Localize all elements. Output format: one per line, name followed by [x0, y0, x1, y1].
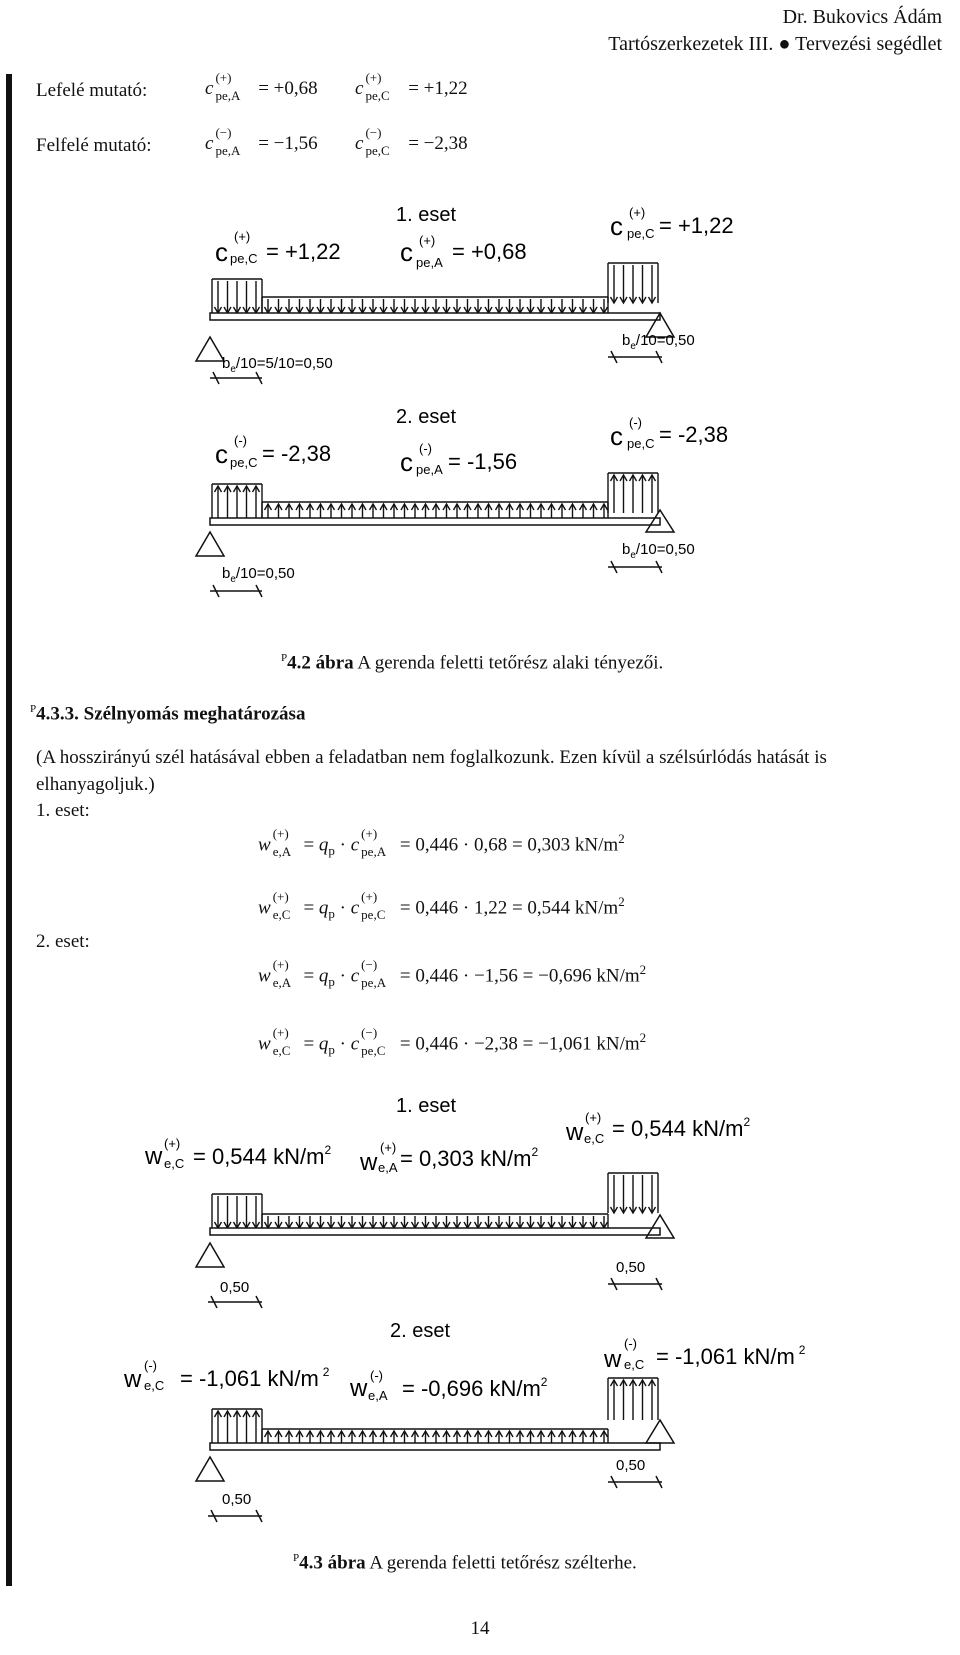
fig43-case1-loads [212, 1173, 658, 1228]
fig43-case1-mid-sub: e,A [378, 1160, 398, 1175]
down-label: Lefelé mutató: [36, 80, 148, 101]
support-left-icon [196, 1243, 224, 1267]
fig42-case1-title: 1. eset [396, 204, 457, 226]
case2-label: 2. eset: [36, 931, 90, 952]
fig42-case1-left-label: c [215, 237, 228, 267]
fig43-case2-left-value: = -1,061 kN/m $^2$ [180, 1365, 330, 1391]
coef-down-C: c (+) pe,C = +1,22 [355, 70, 468, 103]
fig42-case1 [196, 204, 734, 384]
intro-paragraph: (A hosszirányú szél hatásával ebben a feladatban nem foglalkozunk. Ezen kívül a szélsúrlódás hatását is elhanyagoljuk.) [36, 747, 827, 795]
fig43-case2-dimlines [208, 1476, 662, 1522]
equation-3: w (+) e,A = $q_p \cdot c$ (−) pe,A = 0,446 · −1,56 = −0,696 $kN/m^2$ [258, 957, 647, 991]
figure-4-2 [0, 195, 960, 615]
fig42-case1-dim-left: $b_e/10=5/10=0,50$ [222, 355, 333, 375]
support-right-icon [646, 1420, 674, 1443]
header-author: Dr. Bukovics Ádám [782, 6, 942, 28]
support-left-icon [196, 337, 224, 361]
fig42-case2-left-sup: (-) [234, 433, 247, 448]
fig42-case1-loads [212, 263, 658, 313]
fig42-case1-mid-value: = +0,68 [452, 239, 527, 264]
fig43-case1-mid-sup: (+) [380, 1140, 397, 1155]
fig42-case1-dim-right: $b_e/10=0,50$ [622, 332, 695, 352]
fig42-case2-mid-sup: (-) [419, 441, 432, 456]
fig43-caption: $^P$4.3 ábra A gerenda feletti tetőrész szélterhe. [293, 1552, 637, 1574]
fig43-case1-right-value: = 0,544 $kN/m^2$ [612, 1115, 751, 1141]
fig43-case1-left-sub: e,C [164, 1156, 185, 1171]
fig42-case2-title: 2. eset [396, 406, 457, 428]
fig42-case2-left-sub: pe,C [230, 455, 258, 470]
header-subtitle: Tartószerkezetek III. ● Tervezési segédlet [608, 33, 942, 55]
fig42-case2 [196, 406, 728, 597]
fig42-case1-right-value: = +1,22 [659, 213, 734, 238]
fig43-case2-left-sup: (-) [144, 1358, 157, 1373]
fig42-case2-left-label: c [215, 439, 228, 469]
fig42-case1-mid-sub: pe,A [416, 255, 443, 270]
up-label: Felfelé mutató: [36, 135, 152, 156]
fig43-case1-mid-value: = 0,303 $kN/m^2$ [400, 1145, 539, 1171]
fig43-case1-dim-left: 0,50 [220, 1279, 250, 1296]
fig43-case2-right-sub: e,C [624, 1357, 645, 1372]
fig43-case1-right-label: w [566, 1119, 584, 1146]
fig43-case2 [123, 1320, 806, 1522]
equation-4: w (+) e,C = $q_p \cdot c$ (−) pe,C = 0,446 · −2,38 = −1,061 $kN/m^2$ [258, 1025, 647, 1059]
fig43-case1-left-value: = 0,544 $kN/m^2$ [193, 1143, 332, 1169]
fig43-case1-left-label: w [145, 1143, 163, 1170]
coef-up-A: c (−) pe,A = −1,56 [205, 125, 318, 158]
fig42-case2-right-sup: (-) [629, 415, 642, 430]
fig42-case2-dim-right: $b_e/10=0,50$ [622, 541, 695, 561]
fig43-case2-right-value: = -1,061 kN/m $^2$ [656, 1343, 806, 1369]
fig42-case2-right-sub: pe,C [627, 436, 655, 451]
fig43-case2-left-label: w [124, 1366, 142, 1393]
fig42-case1-right-sub: pe,C [627, 226, 655, 241]
case1-label: 1. eset: [36, 800, 90, 821]
coef-down-A: c (+) pe,A = +0,68 [205, 70, 318, 103]
fig42-case1-left-value: = +1,22 [266, 239, 341, 264]
fig42-case1-left-sub: pe,C [230, 251, 258, 266]
fig43-case1-right-sup: (+) [585, 1110, 602, 1125]
coef-up-C: c (−) pe,C = −2,38 [355, 125, 468, 158]
support-left-icon [196, 1457, 224, 1481]
fig43-case1-dim-right: 0,50 [616, 1259, 646, 1276]
fig43-case1-right-sub: e,C [584, 1131, 605, 1146]
fig42-case1-right-sup: (+) [629, 205, 646, 220]
figure-4-3 [0, 1090, 960, 1535]
fig43-case2-right-label: w [604, 1346, 622, 1373]
fig42-case2-right-value: = -2,38 [659, 422, 729, 447]
fig43-case2-mid-sup: (-) [370, 1368, 383, 1383]
fig43-case2-right-sup: (-) [624, 1336, 637, 1351]
fig43-case2-dim-left: 0,50 [222, 1491, 252, 1508]
equation-1: w (+) e,A = $q_p \cdot c$ (+) pe,A = 0,446 · 0,68 = 0,303 $kN/m^2$ [258, 826, 625, 860]
fig43-case2-mid-value: = -0,696 $kN/m^2$ [402, 1375, 548, 1401]
fig42-case1-right-label: c [610, 211, 623, 241]
fig42-case1-left-sup: (+) [234, 229, 251, 244]
fig43-case1-dimlines [208, 1278, 662, 1308]
fig43-case2-mid-label: w [350, 1375, 368, 1402]
fig43-case1-mid-label: w [360, 1149, 378, 1176]
fig43-case2-title: 2. eset [390, 1320, 451, 1342]
support-left-icon [196, 532, 224, 556]
fig42-case2-mid-label: c [400, 447, 413, 477]
fig43-case2-dim-right: 0,50 [616, 1457, 646, 1474]
fig42-case1-mid-sup: (+) [419, 233, 436, 248]
fig43-case1-left-sup: (+) [164, 1136, 181, 1151]
fig42-case2-mid-value: = -1,56 [448, 449, 518, 474]
fig43-case2-left-sub: e,C [144, 1378, 165, 1393]
fig42-case1-beam [196, 313, 674, 361]
fig42-case1-mid-label: c [400, 237, 413, 267]
page-number: 14 [470, 1618, 490, 1639]
fig42-case2-dim-left: $b_e/10=0,50$ [222, 565, 295, 585]
fig42-case2-mid-sub: pe,A [416, 462, 443, 477]
fig43-case2-mid-sub: e,A [368, 1388, 388, 1403]
section-heading: $^P$4.3.3. Szélnyomás meghatározása [30, 703, 306, 725]
fig42-case2-left-value: = -2,38 [262, 441, 332, 466]
fig43-case1-title: 1. eset [396, 1095, 457, 1117]
fig42-case2-right-label: c [610, 421, 623, 451]
equation-2: w (+) e,C = $q_p \cdot c$ (+) pe,C = 0,446 · 1,22 = 0,544 $kN/m^2$ [258, 889, 625, 923]
page-header [608, 4, 942, 58]
fig42-caption: $^P$4.2 ábra A gerenda feletti tetőrész alaki tényezői. [281, 652, 664, 674]
fig43-case1 [144, 1095, 750, 1308]
fig42-case2-loads [212, 473, 658, 518]
